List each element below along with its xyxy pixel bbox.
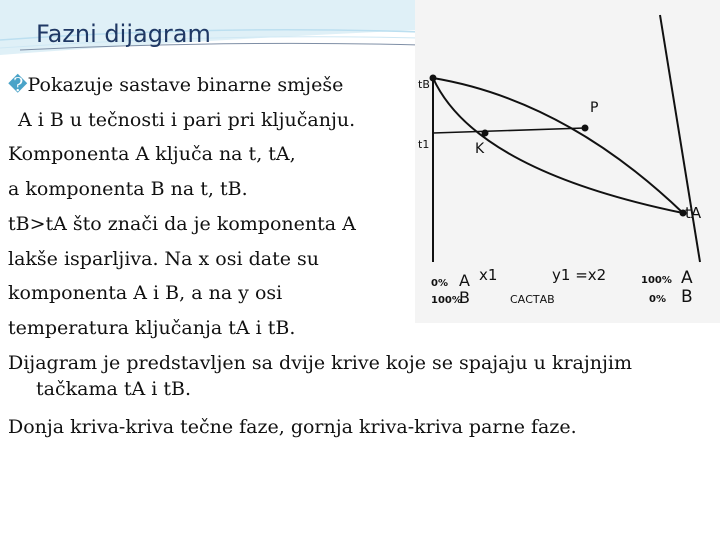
- body-line-3: Komponenta A ključa na t, tA,: [8, 143, 296, 166]
- right-b-comp: B: [681, 287, 693, 307]
- body-line-7: komponenta A i B, a na y osi: [8, 282, 283, 305]
- left-b-pct: 100%: [431, 295, 462, 306]
- ta-label: tA: [685, 204, 702, 222]
- bullet-icon: �: [8, 74, 28, 96]
- right-a-comp: A: [681, 268, 693, 288]
- p-label: P: [590, 100, 599, 116]
- right-b-pct: 0%: [649, 294, 666, 305]
- tb-label: tB: [418, 78, 430, 91]
- body-line-4: a komponenta B na t, tB.: [8, 178, 248, 201]
- body-line-10: tačkama tA i tB.: [36, 378, 191, 401]
- body-line-6: lakše isparljiva. Na x osi date su: [8, 247, 319, 270]
- right-a-pct: 100%: [641, 275, 672, 286]
- k-label: K: [475, 141, 485, 157]
- y1x2-label: y1 =x2: [552, 266, 607, 284]
- left-b-comp: B: [459, 288, 470, 307]
- x1-label: x1: [479, 266, 498, 284]
- left-a-pct: 0%: [431, 278, 448, 289]
- axis-label: САСТАВ: [510, 293, 555, 306]
- left-a-comp: A: [459, 271, 470, 290]
- body-line-11: Donja kriva-kriva tečne faze, gornja kriva-kriva parne faze.: [8, 416, 577, 439]
- body-line-1: �Pokazuje sastave binarne smješe: [8, 74, 344, 96]
- body-line-8: temperatura ključanja tA i tB.: [8, 316, 296, 339]
- body-line-2: A i B u tečnosti i pari pri ključanju.: [18, 108, 356, 131]
- body-line-9: Dijagram je predstavljen sa dvije krive koje se spajaju u krajnjim: [8, 351, 632, 374]
- slide-title: Fazni dijagram: [36, 20, 211, 48]
- t1-label: t1: [418, 138, 430, 151]
- slide-body: [8, 68, 713, 445]
- body-line-5: tB>tA što znači da je komponenta A: [8, 212, 356, 235]
